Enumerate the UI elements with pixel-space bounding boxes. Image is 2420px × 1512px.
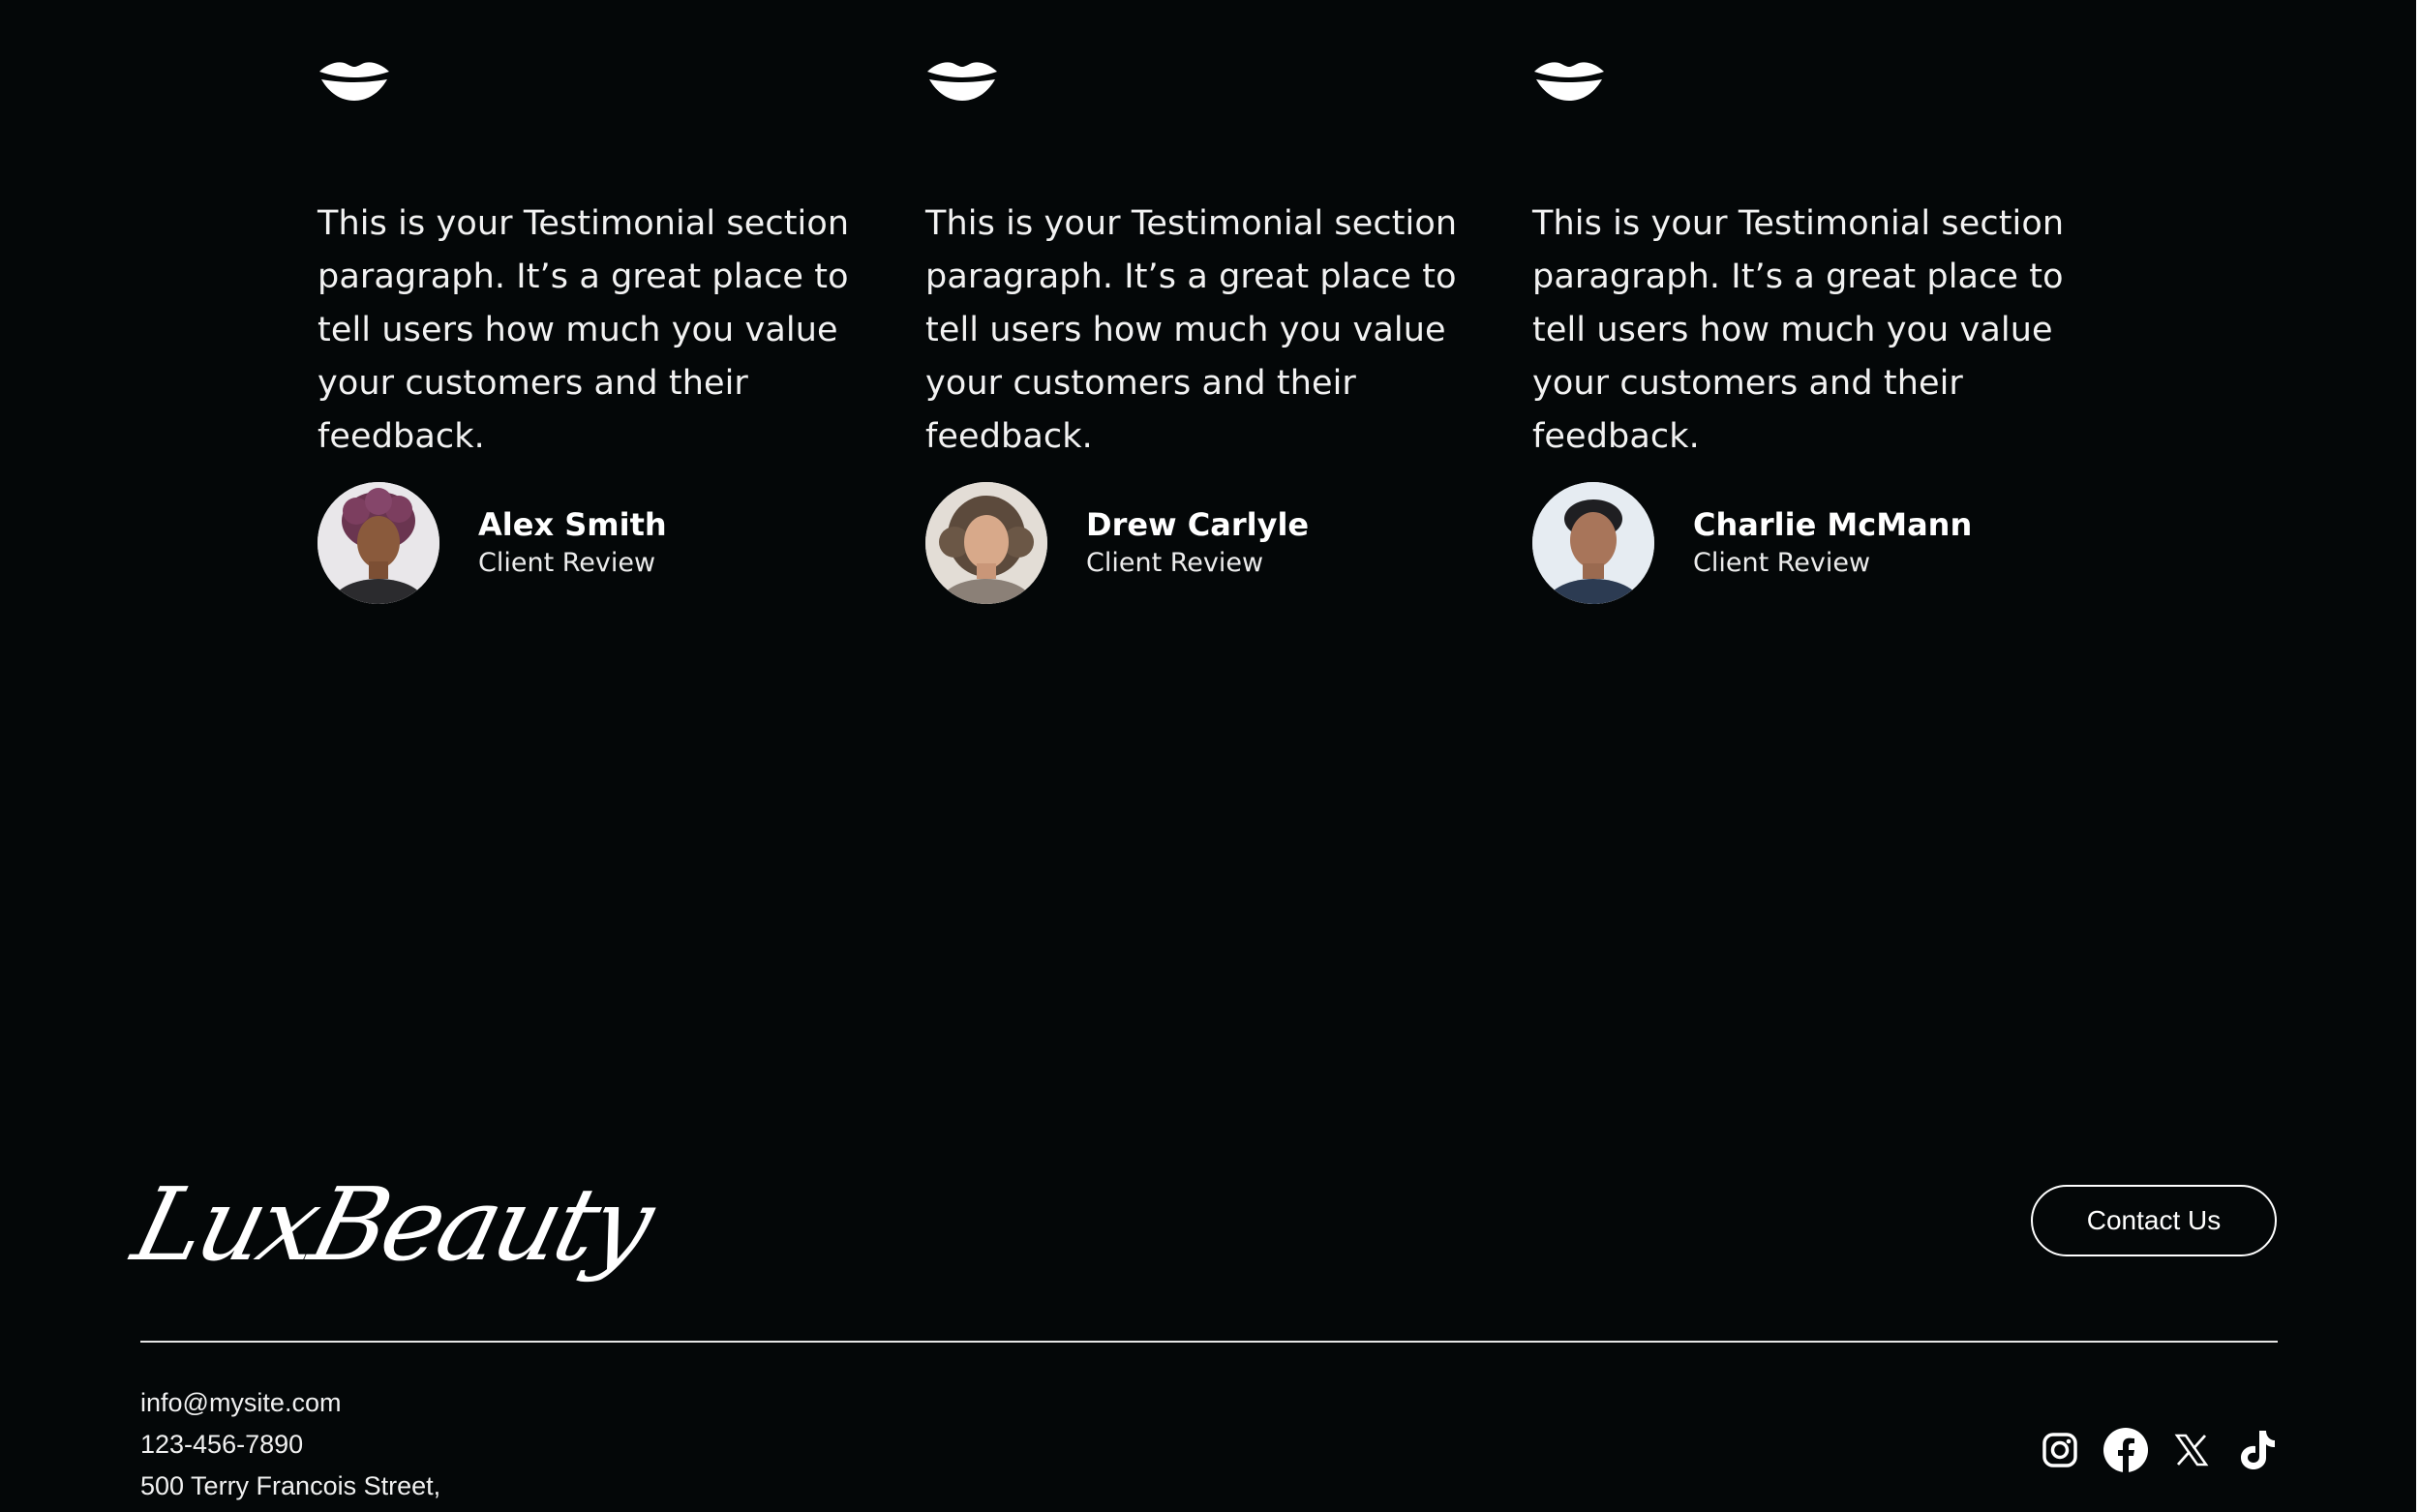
address: 500 Terry Francois Street,	[140, 1471, 441, 1500]
scrollbar[interactable]	[2416, 0, 2420, 1512]
brand-logo-text: LuxBeauty	[122, 1165, 662, 1284]
author-name: Alex Smith	[478, 506, 667, 543]
author-name: Charlie McMann	[1693, 506, 1973, 543]
testimonial-author	[1532, 482, 1972, 604]
contact-us-button[interactable]: Contact Us	[2031, 1185, 2277, 1256]
brand-logo[interactable]	[122, 1147, 662, 1302]
testimonial-quote: This is your Testimonial section paragraph. It’s a great place to tell users how much you value your customers and their feedback.	[318, 204, 850, 456]
avatar	[925, 482, 1047, 604]
contact-info	[140, 1382, 440, 1507]
author-info	[478, 504, 667, 582]
lips-icon	[318, 58, 391, 103]
author-role: Client Review	[478, 548, 656, 578]
avatar	[1532, 482, 1654, 604]
phone-number: 123-456-7890	[140, 1430, 304, 1459]
testimonial-card	[318, 58, 879, 578]
instagram-icon[interactable]	[2033, 1423, 2087, 1477]
testimonial-quote: This is your Testimonial section paragraph. It’s a great place to tell users how much you value your customers and their feedback.	[925, 204, 1458, 456]
author-info	[1086, 504, 1309, 582]
testimonial-author	[925, 482, 1309, 604]
facebook-icon[interactable]	[2099, 1423, 2153, 1477]
email-link[interactable]: info@mysite.com	[140, 1388, 342, 1417]
author-role: Client Review	[1693, 548, 1871, 578]
lips-icon	[925, 58, 999, 103]
author-info	[1693, 504, 1972, 582]
tiktok-icon[interactable]	[2230, 1423, 2284, 1477]
testimonial-quote: This is your Testimonial section paragraph. It’s a great place to tell users how much you value your customers and their feedback.	[1532, 204, 2065, 456]
avatar	[318, 482, 439, 604]
social-bar	[2033, 1423, 2296, 1477]
footer-divider	[140, 1341, 2278, 1343]
x-icon[interactable]	[2164, 1423, 2219, 1477]
author-role: Client Review	[1086, 548, 1264, 578]
testimonial-card	[1532, 58, 2094, 578]
author-name: Drew Carlyle	[1086, 506, 1310, 543]
lips-icon	[1532, 58, 1606, 103]
testimonial-card	[925, 58, 1487, 578]
testimonial-author	[318, 482, 667, 604]
